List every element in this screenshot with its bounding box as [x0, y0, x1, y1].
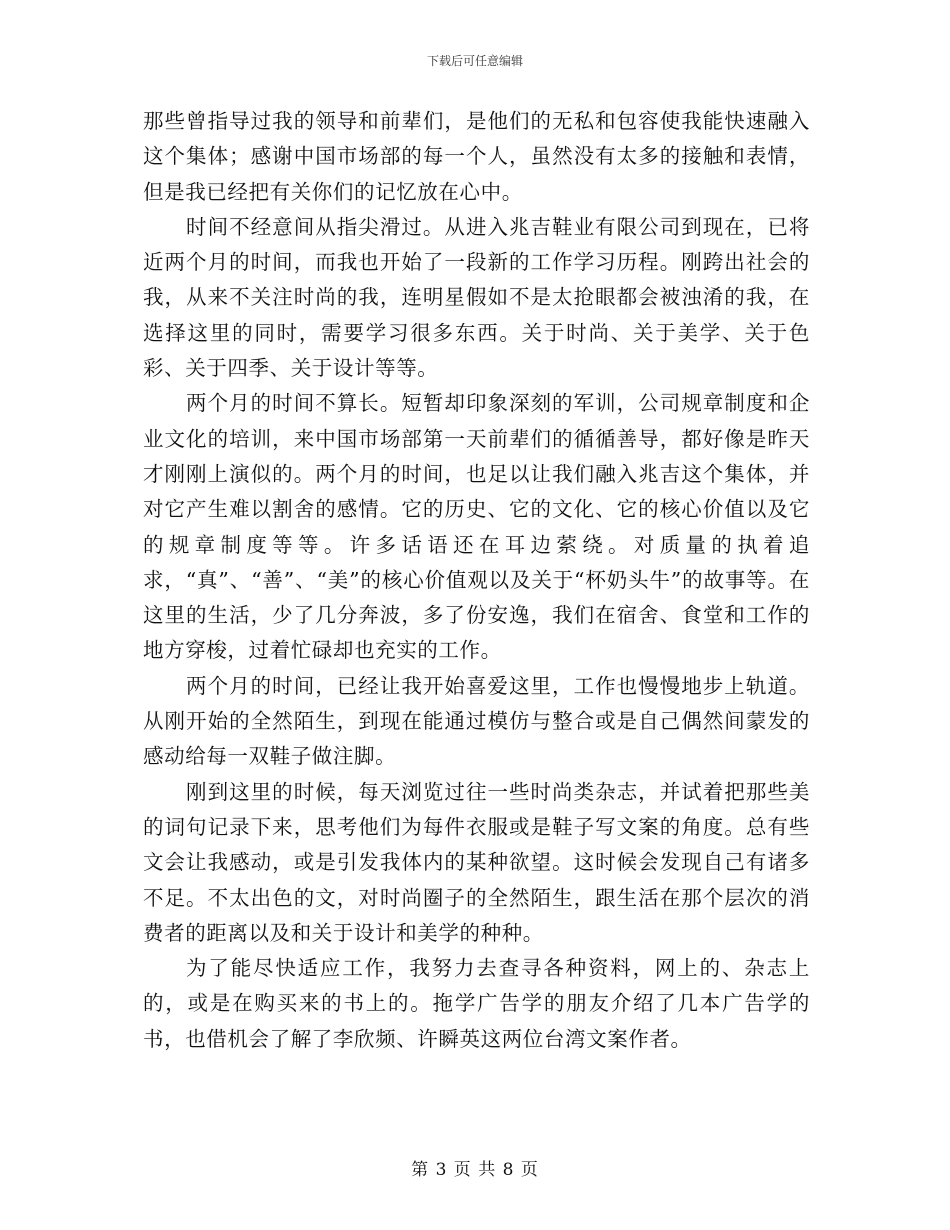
paragraph: 两个月的时间，已经让我开始喜爱这里，工作也慢慢地步上轨道。从刚开始的全然陌生，到现在能通过模仿与整合或是自己偶然间蒙发的感动给每一双鞋子做注脚。 — [143, 673, 810, 769]
document-body — [143, 104, 810, 1057]
paragraph: 时间不经意间从指尖滑过。从进入兆吉鞋业有限公司到现在，已将近两个月的时间，而我也开始了一段新的工作学习历程。刚跨出社会的我，从来不关注时尚的我，连明星假如不是太抢眼都会被浊淆的我，在选择这里的同时，需要学习很多东西。关于时尚、关于美学、关于色彩、关于四季、关于设计等等。 — [143, 214, 810, 381]
paragraph: 刚到这里的时候，每天浏览过往一些时尚类杂志，并试着把那些美的词句记录下来，思考他们为每件衣服或是鞋子写文案的角度。总有些文会让我感动，或是引发我体内的某种欲望。这时候会发现自己有诸多不足。不太出色的文，对时尚圈子的全然陌生，跟生活在那个层次的消费者的距离以及和关于设计和美学的种种。 — [143, 779, 810, 945]
page-header-note: 下载后可任意编辑 — [426, 54, 523, 68]
paragraph: 为了能尽快适应工作，我努力去查寻各种资料，网上的、杂志上的，或是在购买来的书上的。拖学广告学的朋友介绍了几本广告学的书，也借机会了解了李欣频、许瞬英这两位台湾文案作者。 — [143, 956, 810, 1051]
paragraph: 两个月的时间不算长。短暂却印象深刻的军训，公司规章制度和企业文化的培训，来中国市场部第一天前辈们的循循善导，都好像是昨天才刚刚上演似的。两个月的时间，也足以让我们融入兆吉这个集体，并对它产生难以割舍的感情。它的历史、它的文化、它的核心价值以及它的规章制度等等。许多话语还在耳边萦绕。对质量的执着追求，“真”、“善”、“美”的核心价值观以及关于“杯奶头牛”的故事等。在这里的生活，少了几分奔波，多了份安逸，我们在宿舍、食堂和工作的地方穿梭，过着忙碌却也充实的工作。 — [143, 391, 810, 663]
page-number: 第 3 页 共 8 页 — [411, 1160, 539, 1180]
paragraph-continued: 那些曾指导过我的领导和前辈们，是他们的无私和包容使我能快速融入这个集体；感谢中国市场部的每一个人，虽然没有太多的接触和表情，但是我已经把有关你们的记忆放在心中。 — [143, 109, 810, 204]
